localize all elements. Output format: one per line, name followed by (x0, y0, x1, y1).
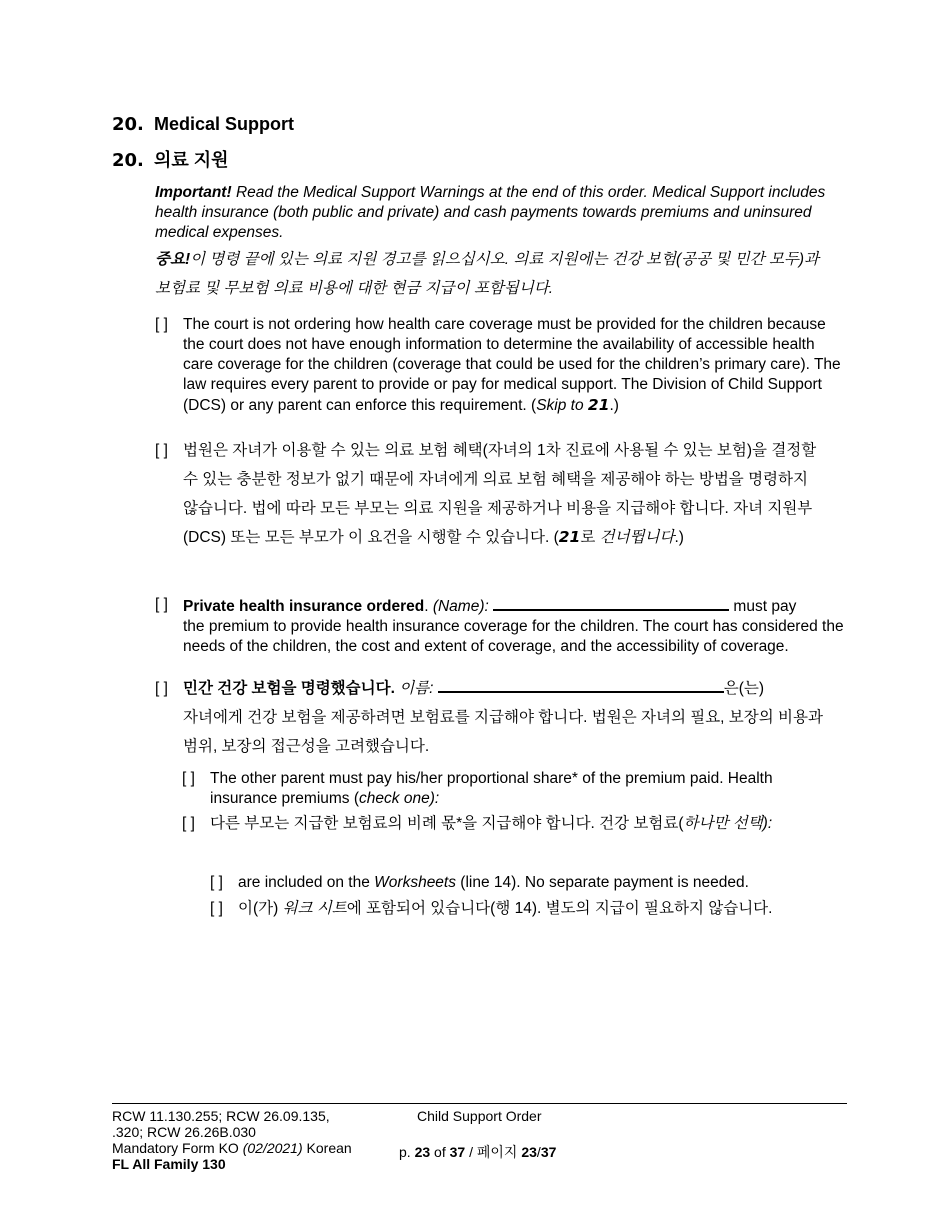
option-private-insurance-text-ko: 민간 건강 보험을 명령했습니다. 이름: 은(는) 자녀에게 건강 보험을 제공하려면 보험료를 지급해야 합니다. 법원은 자녀의 필요, 보장의 비용과 범위, 보장의 접근성을 고려했습니다. (183, 674, 825, 761)
option-private-insurance-text: Private health insurance ordered. (Name): must pay the premium to provide health insurance coverage for the children. The court has considered the needs of the children, the cost and extent of coverage, and the accessibility of coverage. (183, 595, 845, 657)
sub-option-proportional-text-ko: 다른 부모는 지급한 보험료의 비례 몫*을 지급해야 합니다. 건강 보험료(하나만 선택): (210, 815, 773, 832)
name-input-en[interactable] (493, 595, 729, 611)
checkbox-proportional-ko[interactable]: [ ] (182, 815, 195, 832)
important-notice-ko (155, 245, 825, 303)
name-input-ko[interactable] (438, 677, 724, 693)
sub-option-proportional-ko (182, 809, 802, 838)
footer-rcw-line2: .320; RCW 26.26B.030 (112, 1124, 256, 1140)
footer-rcw-line1: RCW 11.130.255; RCW 26.09.135, (112, 1108, 330, 1124)
sub-sub-option-worksheets-en (210, 873, 840, 893)
option-no-coverage-ko (155, 436, 825, 552)
sub-option-proportional-en (182, 769, 842, 809)
important-label: Important! (155, 184, 232, 201)
sub-option-proportional-text: The other parent must pay his/her proportional share* of the premium paid. Health insurance premiums (check one): (210, 770, 773, 807)
section-heading-ko (112, 146, 229, 172)
section-heading-en (112, 114, 294, 135)
checkbox-no-coverage[interactable]: [ ] (155, 316, 168, 333)
section-number: 20. (112, 114, 144, 135)
footer-left (112, 1108, 382, 1172)
option-no-coverage-text: The court is not ordering how health care coverage must be provided for the children because the court does not have enough information to determine the availability of accessible health care coverage for the children (coverage that could be used for the children’s primary care). The law requires every parent to provide or pay for medical support. The Division of Child Support (DCS) or any parent can enforce this requirement. (Skip to 21.) (183, 316, 841, 414)
option-private-insurance-en (155, 595, 845, 657)
important-notice-en (155, 183, 845, 243)
important-text: Read the Medical Support Warnings at the end of this order. Medical Support includes health insurance (both public and private) and cash payments towards premiums and uninsured medical expenses. (155, 184, 826, 241)
checkbox-proportional[interactable]: [ ] (182, 770, 195, 787)
sub-sub-option-worksheets-text-ko: 이(가) 워크 시트에 포함되어 있습니다(행 14). 별도의 지급이 필요하지 않습니다. (238, 900, 773, 917)
checkbox-private-insurance[interactable]: [ ] (155, 596, 168, 613)
footer-form-line: Mandatory Form KO (02/2021) Korean (112, 1140, 352, 1156)
footer-doc-title: Child Support Order (417, 1108, 542, 1124)
checkbox-worksheets[interactable]: [ ] (210, 874, 223, 891)
footer-page-number: p. 23 of 37 / 페이지 23/37 (399, 1144, 557, 1160)
section-number-ko: 20. (112, 150, 144, 171)
checkbox-worksheets-ko[interactable]: [ ] (210, 900, 223, 917)
option-no-coverage-text-ko: 법원은 자녀가 이용할 수 있는 의료 보험 혜택(자녀의 1차 진료에 사용될 수 있는 보험)을 결정할 수 있는 충분한 정보가 없기 때문에 자녀에게 의료 보험 혜택을 제공해야 하는 방법을 명령하지 않습니다. 법에 따라 모든 부모는 의료 지원을 제공하거나 비용을 지급해야 합니다. 자녀 지원부(DCS) 또는 모든 부모가 이 요건을 시행할 수 있습니다. (21로 건너뜁니다.) (183, 442, 817, 546)
section-title-ko: 의료 지원 (154, 150, 229, 170)
section-title-en: Medical Support (154, 114, 295, 134)
checkbox-private-insurance-ko[interactable]: [ ] (155, 680, 168, 697)
important-text-ko: 이 명령 끝에 있는 의료 지원 경고를 읽으십시오. 의료 지원에는 건강 보험(공공 및 민간 모두)과 보험료 및 무보험 의료 비용에 대한 현금 지급이 포함됩니다. (155, 251, 820, 297)
sub-sub-option-worksheets-ko (210, 894, 790, 923)
option-private-insurance-ko (155, 674, 825, 761)
footer-divider (112, 1103, 847, 1104)
important-label-ko: 중요! (155, 251, 191, 268)
checkbox-no-coverage-ko[interactable]: [ ] (155, 442, 168, 459)
option-no-coverage-en (155, 315, 845, 416)
footer-form-id: FL All Family 130 (112, 1156, 226, 1172)
sub-sub-option-worksheets-text: are included on the Worksheets (line 14). No separate payment is needed. (238, 874, 749, 891)
